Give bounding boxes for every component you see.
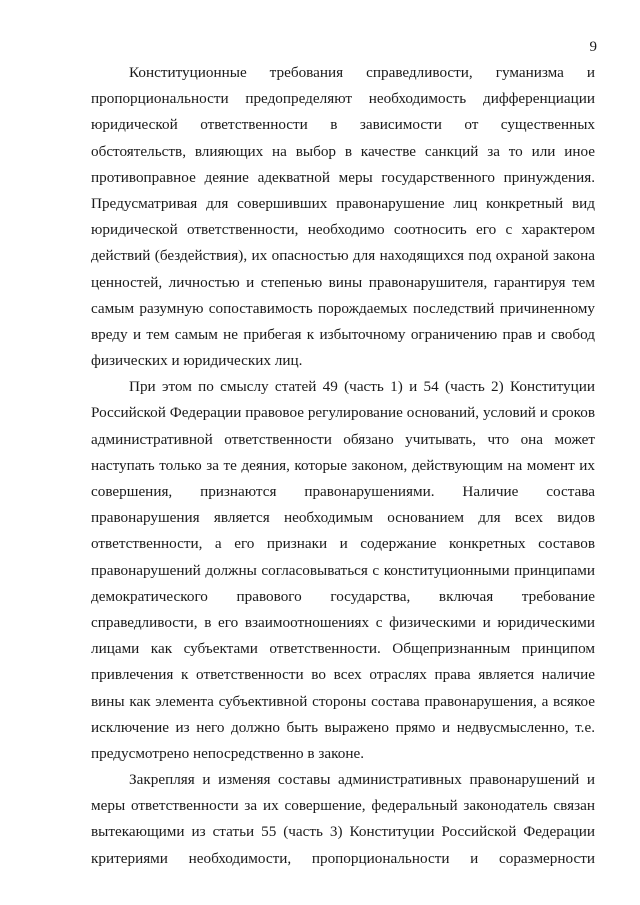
text-line: правонарушений должны согласовываться с конституционными принципами xyxy=(91,561,595,579)
text-line: вины как элемента субъективной стороны состава правонарушения, а всякое xyxy=(91,692,595,710)
text-line: юридической ответственности в зависимости от существенных xyxy=(91,116,595,134)
text-line: совершения, признаются правонарушениями. Наличие состава xyxy=(91,483,595,500)
text-line: лицами как субъектами ответственности. Общепризнанным принципом xyxy=(91,640,595,658)
paragraph xyxy=(91,374,595,767)
text-line: административной ответственности обязано учитывать, что она может xyxy=(91,430,595,448)
text-line: ценностей, личностью и степенью вины правонарушителя, гарантируя тем xyxy=(91,273,595,291)
text-line: справедливости, в его взаимоотношениях с физическими и юридическими xyxy=(91,613,595,631)
text-line: самым разумную сопоставимость порождаемых последствий причиненному xyxy=(91,299,595,317)
text-line: Российской Федерации правовое регулирование оснований, условий и сроков xyxy=(91,404,595,422)
text-line: физических и юридических лиц. xyxy=(91,352,303,370)
text-line: При этом по смыслу статей 49 (часть 1) и 54 (часть 2) Конституции xyxy=(129,378,595,396)
document-body xyxy=(91,60,595,872)
page-number: 9 xyxy=(589,39,597,55)
text-line: противоправное деяние адекватной меры государственного принуждения. xyxy=(91,168,595,186)
text-line: вреду и тем самым не прибегая к избыточному ограничению прав и свобод xyxy=(91,325,595,343)
paragraph xyxy=(91,767,595,872)
text-line: Конституционные требования справедливости, гуманизма и xyxy=(129,64,595,81)
text-line: исключение из него должно быть выражено прямо и недвусмысленно, т.е. xyxy=(91,718,595,736)
text-line: обстоятельств, влияющих на выбор в качестве санкций за то или иное xyxy=(91,142,595,160)
paragraph xyxy=(91,60,595,374)
text-line: правонарушения является необходимым основанием для всех видов xyxy=(91,509,595,527)
text-line: Предусматривая для совершивших правонарушение лиц конкретный вид xyxy=(91,194,595,212)
text-line: предусмотрено непосредственно в законе. xyxy=(91,744,364,762)
text-line: юридической ответственности, необходимо соотносить его с характером xyxy=(91,221,595,239)
text-line: меры ответственности за их совершение, федеральный законодатель связан xyxy=(91,797,595,815)
text-line: действий (бездействия), их опасностью для находящихся под охраной закона xyxy=(91,247,595,265)
text-line: ответственности, а его признаки и содержание конкретных составов xyxy=(91,535,595,553)
text-line: наступать только за те деяния, которые законом, действующим на момент их xyxy=(91,456,595,474)
text-line: критериями необходимости, пропорциональности и соразмерности xyxy=(91,849,595,867)
text-line: Закрепляя и изменяя составы административных правонарушений и xyxy=(129,771,595,789)
text-line: вытекающими из статьи 55 (часть 3) Конституции Российской Федерации xyxy=(91,823,595,841)
text-line: привлечения к ответственности во всех отраслях права является наличие xyxy=(91,666,595,684)
text-line: демократического правового государства, включая требование xyxy=(91,587,595,605)
text-line: пропорциональности предопределяют необходимость дифференциации xyxy=(91,90,595,108)
